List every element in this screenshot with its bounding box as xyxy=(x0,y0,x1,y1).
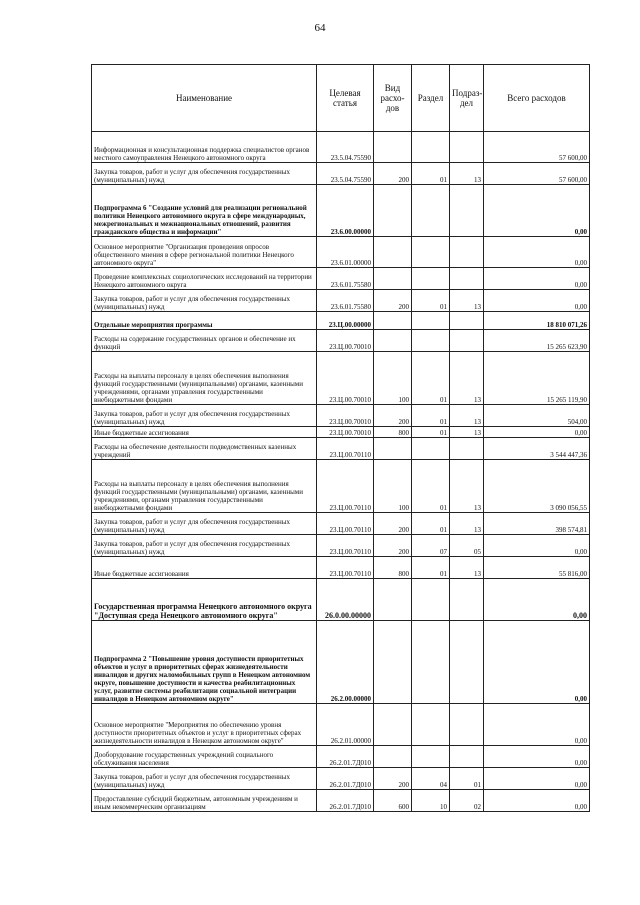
row-subsection: 13 xyxy=(450,352,484,405)
row-vid: 200 xyxy=(374,768,412,790)
row-code: 23.Ц.00.70110 xyxy=(317,438,374,460)
table-row xyxy=(92,535,590,557)
row-subsection xyxy=(450,704,484,746)
table-row xyxy=(92,790,590,812)
row-amount: 18 810 071,26 xyxy=(484,312,590,330)
table-row xyxy=(92,237,590,268)
row-section xyxy=(412,621,450,704)
row-vid xyxy=(374,237,412,268)
row-amount: 3 544 447,36 xyxy=(484,438,590,460)
row-vid: 200 xyxy=(374,290,412,312)
row-code: 23.5.04.75590 xyxy=(317,132,374,163)
table-row xyxy=(92,460,590,513)
row-amount: 0,00 xyxy=(484,237,590,268)
row-name: Расходы на содержание государственных органов и обеспечение их функций xyxy=(92,330,317,352)
row-section xyxy=(412,185,450,237)
table-row xyxy=(92,163,590,185)
row-vid xyxy=(374,132,412,163)
table-row xyxy=(92,746,590,768)
row-section: 01 xyxy=(412,163,450,185)
row-amount: 504,00 xyxy=(484,405,590,427)
row-vid: 800 xyxy=(374,557,412,579)
row-subsection: 05 xyxy=(450,535,484,557)
row-code: 23.Ц.00.00000 xyxy=(317,312,374,330)
row-section xyxy=(412,268,450,290)
row-amount: 15 265 119,90 xyxy=(484,352,590,405)
row-name: Подпрограмма 6 "Создание условий для реализации региональной политики Ненецкого автономного округа в сфере международных, межрегиональных и межнациональных отношений, развития гражданского общества и информации" xyxy=(92,185,317,237)
row-amount: 0,00 xyxy=(484,290,590,312)
row-vid: 800 xyxy=(374,427,412,438)
row-section: 01 xyxy=(412,290,450,312)
row-vid: 100 xyxy=(374,352,412,405)
row-code: 23.Ц.00.70010 xyxy=(317,427,374,438)
row-name: Иные бюджетные ассигнования xyxy=(92,427,317,438)
row-amount: 15 265 623,90 xyxy=(484,330,590,352)
row-amount: 0,00 xyxy=(484,746,590,768)
row-subsection xyxy=(450,746,484,768)
row-vid: 200 xyxy=(374,535,412,557)
row-subsection xyxy=(450,132,484,163)
row-subsection: 13 xyxy=(450,427,484,438)
header-section: Раздел xyxy=(412,65,450,132)
header-subsection: Подраз-дел xyxy=(450,65,484,132)
budget-table xyxy=(91,64,590,812)
row-vid xyxy=(374,185,412,237)
row-vid xyxy=(374,746,412,768)
row-section: 10 xyxy=(412,790,450,812)
row-subsection xyxy=(450,237,484,268)
row-code: 26.2.01.7Д010 xyxy=(317,768,374,790)
row-vid xyxy=(374,312,412,330)
table-row xyxy=(92,268,590,290)
table-row xyxy=(92,579,590,621)
row-name: Государственная программа Ненецкого автономного округа "Доступная среда Ненецкого автономного округа" xyxy=(92,579,317,621)
row-vid: 100 xyxy=(374,460,412,513)
row-amount: 0,00 xyxy=(484,768,590,790)
row-vid: 200 xyxy=(374,513,412,535)
row-vid: 600 xyxy=(374,790,412,812)
row-name: Закупка товаров, работ и услуг для обеспечения государственных (муниципальных) нужд xyxy=(92,405,317,427)
row-vid xyxy=(374,330,412,352)
row-subsection xyxy=(450,185,484,237)
row-code: 23.6.00.00000 xyxy=(317,185,374,237)
row-code: 26.2.01.00000 xyxy=(317,704,374,746)
row-code: 26.2.01.7Д010 xyxy=(317,746,374,768)
row-vid xyxy=(374,704,412,746)
row-code: 23.Ц.00.70010 xyxy=(317,330,374,352)
row-section: 01 xyxy=(412,557,450,579)
row-name: Предоставление субсидий бюджетным, автономным учреждениям и иным некоммерческим организациям xyxy=(92,790,317,812)
row-subsection: 02 xyxy=(450,790,484,812)
row-amount: 55 816,00 xyxy=(484,557,590,579)
row-name: Отдельные мероприятия программы xyxy=(92,312,317,330)
row-code: 23.Ц.00.70110 xyxy=(317,513,374,535)
row-subsection xyxy=(450,268,484,290)
row-name: Расходы на выплаты персоналу в целях обеспечения выполнения функций государственными (муниципальными) органами, казенными учреждениями, органами управления государственными внебюджетными фондами xyxy=(92,460,317,513)
table-row xyxy=(92,704,590,746)
row-subsection xyxy=(450,438,484,460)
row-vid: 200 xyxy=(374,405,412,427)
row-section xyxy=(412,132,450,163)
row-section: 07 xyxy=(412,535,450,557)
row-vid xyxy=(374,621,412,704)
table-row xyxy=(92,513,590,535)
row-amount: 0,00 xyxy=(484,790,590,812)
row-amount: 0,00 xyxy=(484,427,590,438)
row-name: Закупка товаров, работ и услуг для обеспечения государственных (муниципальных) нужд xyxy=(92,163,317,185)
row-subsection xyxy=(450,579,484,621)
row-code: 26.0.00.00000 xyxy=(317,579,374,621)
row-section: 04 xyxy=(412,768,450,790)
row-name: Основное мероприятие "Мероприятия по обеспечению уровня доступности приоритетных объектов и услуг в приоритетных сферах жизнедеятельности инвалидов в Ненецком автономном округе" xyxy=(92,704,317,746)
row-code: 23.Ц.00.70110 xyxy=(317,535,374,557)
row-subsection: 13 xyxy=(450,290,484,312)
header-name: Наименование xyxy=(92,65,317,132)
table-row xyxy=(92,438,590,460)
row-code: 23.Ц.00.70010 xyxy=(317,405,374,427)
row-amount: 0,00 xyxy=(484,704,590,746)
row-amount: 0,00 xyxy=(484,579,590,621)
row-code: 26.2.00.00000 xyxy=(317,621,374,704)
row-code: 23.6.01.00000 xyxy=(317,237,374,268)
row-name: Расходы на выплаты персоналу в целях обеспечения выполнения функций государственными (муниципальными) органами, казенными учреждениями, органами управления государственными внебюджетными фондами xyxy=(92,352,317,405)
table-row xyxy=(92,352,590,405)
row-name: Закупка товаров, работ и услуг для обеспечения государственных (муниципальных) нужд xyxy=(92,290,317,312)
row-subsection: 13 xyxy=(450,557,484,579)
row-subsection xyxy=(450,621,484,704)
row-section xyxy=(412,330,450,352)
table-row xyxy=(92,405,590,427)
row-section xyxy=(412,237,450,268)
row-amount: 0,00 xyxy=(484,185,590,237)
row-amount: 0,00 xyxy=(484,268,590,290)
table-body xyxy=(92,132,590,812)
row-section xyxy=(412,746,450,768)
row-amount: 0,00 xyxy=(484,621,590,704)
page-number: 64 xyxy=(314,22,326,34)
row-code: 26.2.01.7Д010 xyxy=(317,790,374,812)
row-name: Закупка товаров, работ и услуг для обеспечения государственных (муниципальных) нужд xyxy=(92,513,317,535)
row-code: 23.Ц.00.70110 xyxy=(317,557,374,579)
table-row xyxy=(92,621,590,704)
row-name: Расходы на обеспечение деятельности подведомственных казенных учреждений xyxy=(92,438,317,460)
row-vid xyxy=(374,268,412,290)
row-amount: 398 574,81 xyxy=(484,513,590,535)
row-name: Закупка товаров, работ и услуг для обеспечения государственных (муниципальных) нужд xyxy=(92,535,317,557)
row-section: 01 xyxy=(412,352,450,405)
row-section: 01 xyxy=(412,405,450,427)
table-row xyxy=(92,768,590,790)
row-section: 01 xyxy=(412,513,450,535)
table-header-row xyxy=(92,65,590,132)
row-subsection: 01 xyxy=(450,768,484,790)
row-amount: 3 090 056,55 xyxy=(484,460,590,513)
row-vid: 200 xyxy=(374,163,412,185)
row-vid xyxy=(374,579,412,621)
table-row xyxy=(92,132,590,163)
row-section xyxy=(412,312,450,330)
row-code: 23.6.01.75580 xyxy=(317,290,374,312)
row-amount: 57 600,00 xyxy=(484,132,590,163)
row-name: Закупка товаров, работ и услуг для обеспечения государственных (муниципальных) нужд xyxy=(92,768,317,790)
table-row xyxy=(92,312,590,330)
table-row xyxy=(92,427,590,438)
row-name: Информационная и консультационная поддержка специалистов органов местного самоуправления Ненецкого автономного округа xyxy=(92,132,317,163)
row-section: 01 xyxy=(412,427,450,438)
row-subsection: 13 xyxy=(450,405,484,427)
row-name: Подпрограмма 2 "Повышение уровня доступности приоритетных объектов и услуг в приоритетных сферах жизнедеятельности инвалидов и других маломобильных групп в Ненецком автономном округе, повышение доступности и качества реабилитационных услуг, развитие системы реабилитации социальной интеграции инвалидов в Ненецком автономном округе" xyxy=(92,621,317,704)
row-code: 23.Ц.00.70010 xyxy=(317,352,374,405)
row-subsection xyxy=(450,330,484,352)
header-code: Целевая статья xyxy=(317,65,374,132)
row-vid xyxy=(374,438,412,460)
header-total: Всего расходов xyxy=(484,65,590,132)
row-name: Основное мероприятие "Организация проведения опросов общественного мнения в сфере региональной политики Ненецкого автономного округа" xyxy=(92,237,317,268)
row-amount: 0,00 xyxy=(484,535,590,557)
row-section: 01 xyxy=(412,460,450,513)
row-subsection: 13 xyxy=(450,460,484,513)
row-code: 23.6.01.75580 xyxy=(317,268,374,290)
table-row xyxy=(92,557,590,579)
row-name: Дооборудование государственных учреждений социального обслуживания населения xyxy=(92,746,317,768)
row-section xyxy=(412,438,450,460)
row-section xyxy=(412,579,450,621)
row-name: Иные бюджетные ассигнования xyxy=(92,557,317,579)
row-code: 23.Ц.00.70110 xyxy=(317,460,374,513)
table-row xyxy=(92,290,590,312)
row-code: 23.5.04.75590 xyxy=(317,163,374,185)
table-row xyxy=(92,185,590,237)
row-subsection xyxy=(450,312,484,330)
row-subsection: 13 xyxy=(450,513,484,535)
row-amount: 57 600,00 xyxy=(484,163,590,185)
row-name: Проведение комплексных социологических исследований на территории Ненецкого автономного округа xyxy=(92,268,317,290)
row-section xyxy=(412,704,450,746)
row-subsection: 13 xyxy=(450,163,484,185)
header-vid: Вид расхо-дов xyxy=(374,65,412,132)
table-row xyxy=(92,330,590,352)
